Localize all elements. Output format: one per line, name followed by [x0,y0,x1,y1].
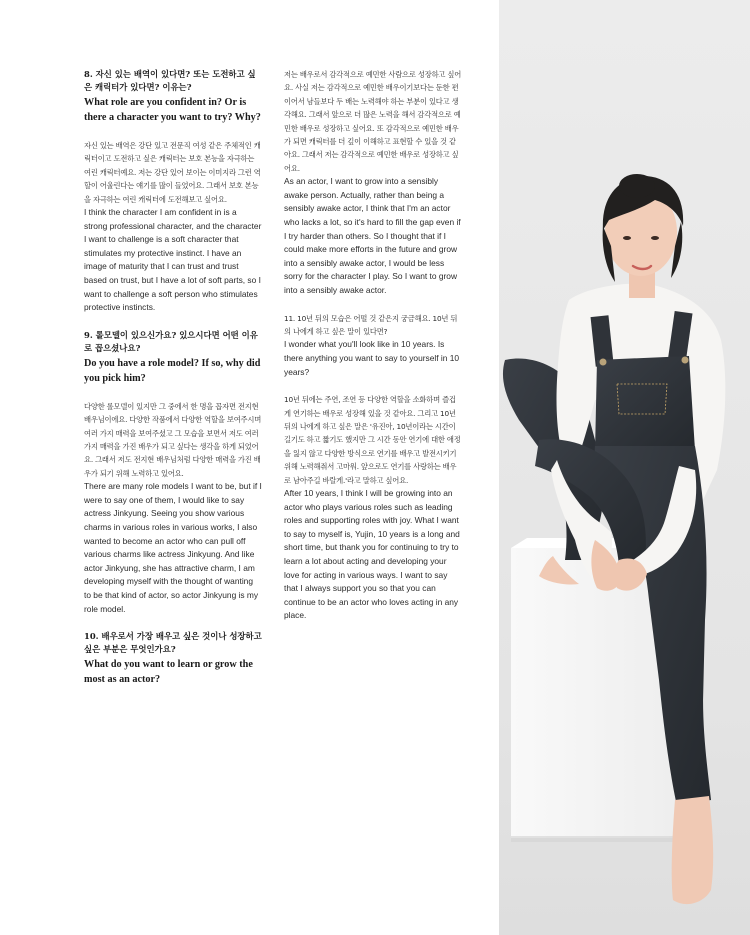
answer-9-english: There are many role models I want to be, but if I were to say one of them, I would like to say actress Jinkyung. Seeing you show various charms in various roles in various works, I also wanted to become an actor who can pull off various charms like actress Jinkyung. And like actor Jinkyung, she has attractive charm, I am developing myself with the thought of wanting to be that kind of actor, so actor Jinkyung is my role model. [84,481,262,614]
question-8-korean: 8. 자신 있는 배역이 있다면? 또는 도전하고 싶은 캐릭터가 있다면? 이유는? [84,69,256,92]
answer-8-korean: 자신 있는 배역은 강단 있고 전문직 여성 같은 주체적인 캐릭터이고 도전하고 싶은 캐릭터는 보호 본능을 자극하는 여린 캐릭터예요. 저는 강단 있어 보이는 이미지라 그런 역할이 어울린다는 얘기를 많이 들었어요. 그래서 보호 본능을 자극하는 여린 캐릭터에 도전해보고 싶어요. [84,141,261,204]
question-9-korean: 9. 롤모델이 있으신가요? 있으시다면 어떤 이유로 꼽으셨나요? [84,329,258,353]
question-11-korean: 11. 10년 뒤의 모습은 어떨 것 같은지 궁금해요. 10년 뒤의 나에게 하고 싶은 말이 있다면? [284,313,458,336]
answer-10-english: As an actor, I want to grow into a sensibly awake person. Actually, rather than being a sensibly awake actor, I think that I'm an actor who lacks a lot, so it's hard to fill the gap even if I try harder than others. So I thought that if I could make more efforts in the future and grow into a sensibly awake actor, I would be less sorry for the character I play. So I want to grow into a sensibly awake actor. [284,176,461,295]
answer-11-english: After 10 years, I think I will be growing into an actor who plays various roles such as leading roles and supporting roles with joy. What I want to say to myself is, Yujin, 10 years is a long and short time, but thank you for continuing to try to learn a lot about acting and developing your love for acting in various ways. I want to say that I always support you so that you can continue to be an actor who loves acting in any place. [284,488,460,621]
answer-8-english: I think the character I am confident in is a strong professional character, and the character I want to challenge is a soft character that stimulates my protective instinct. I have an image of maturity that I can trust and trust based on trust, but I have a lot of soft parts, so I want to challenge a soft person who stimulates protective instincts. [84,207,262,313]
question-10-english: What do you want to learn or grow the most as an actor? [84,659,253,686]
right-foot [672,796,713,904]
answer-9-korean: 다양한 롤모델이 있지만 그 중에서 한 명을 꼽자면 전지현 배우님이에요. 다양한 작품에서 다양한 역할을 보여주시며 여러 가지 매력을 보여주셨고 그 모습을 보면서 저도 여러 가지 매력을 가진 배우가 되고 싶다는 생각을 하게 되었어요. 그래서 저도 전지현 배우님처럼 다양한 매력을 가진 배우가 되기 위해 노력하고 있어요. [84,401,262,478]
left-column [84,68,262,687]
question-8-english: What role are you confident in? Or is there a character you want to try? Why? [84,97,261,123]
middle-column [284,68,462,623]
answer-10-korean: 저는 배우로서 감각적으로 예민한 사람으로 성장하고 싶어요. 사실 저는 감각적으로 예민한 배우이기보다는 둔한 편이어서 남들보다 두 배는 노력해야 하는 부분이 있다고 생각해요. 그래서 앞으로 더 많은 노력을 해서 감각적으로 예민한 배우로 성장하고 싶어요. 또 감각적으로 예민한 배우가 되면 캐릭터를 더 깊이 이해하고 표현할 수 있을 것 같아요. 그래서 저는 감각적으로 예민한 배우로 성장하고 싶어요. [284,70,462,173]
answer-11-korean: 10년 뒤에는 주연, 조연 등 다양한 역할을 소화하며 즐겁게 연기하는 배우로 성장해 있을 것 같아요. 그리고 10년 뒤의 나에게 하고 싶은 말은 '유진아, 10년이라는 시간이 길기도 하고 짧기도 했지만 그 시간 동안 연기에 대한 애정을 잃지 않고 다양한 방식으로 연기를 배우고 발전시키기 위해 노력해줘서 고마워. 앞으로도 연기를 사랑하는 배우로 남아주길 바랄게.'라고 말하고 싶어요. [284,395,461,485]
question-8-block [84,68,262,315]
answer-10-block [284,68,462,298]
question-9-block [84,329,262,616]
question-10-block [84,630,262,687]
portrait-illustration [499,0,750,935]
question-11-english: I wonder what you'll look like in 10 years. Is there anything you want to say to yourself in 10 years? [284,339,460,377]
portrait-photo [499,0,750,935]
question-9-english: Do you have a role model? If so, why did you pick him? [84,357,261,384]
question-10-korean: 10. 배우로서 가장 배우고 싶은 것이나 성장하고 싶은 부분은 무엇인가요? [84,631,262,655]
question-11-block [284,312,462,623]
